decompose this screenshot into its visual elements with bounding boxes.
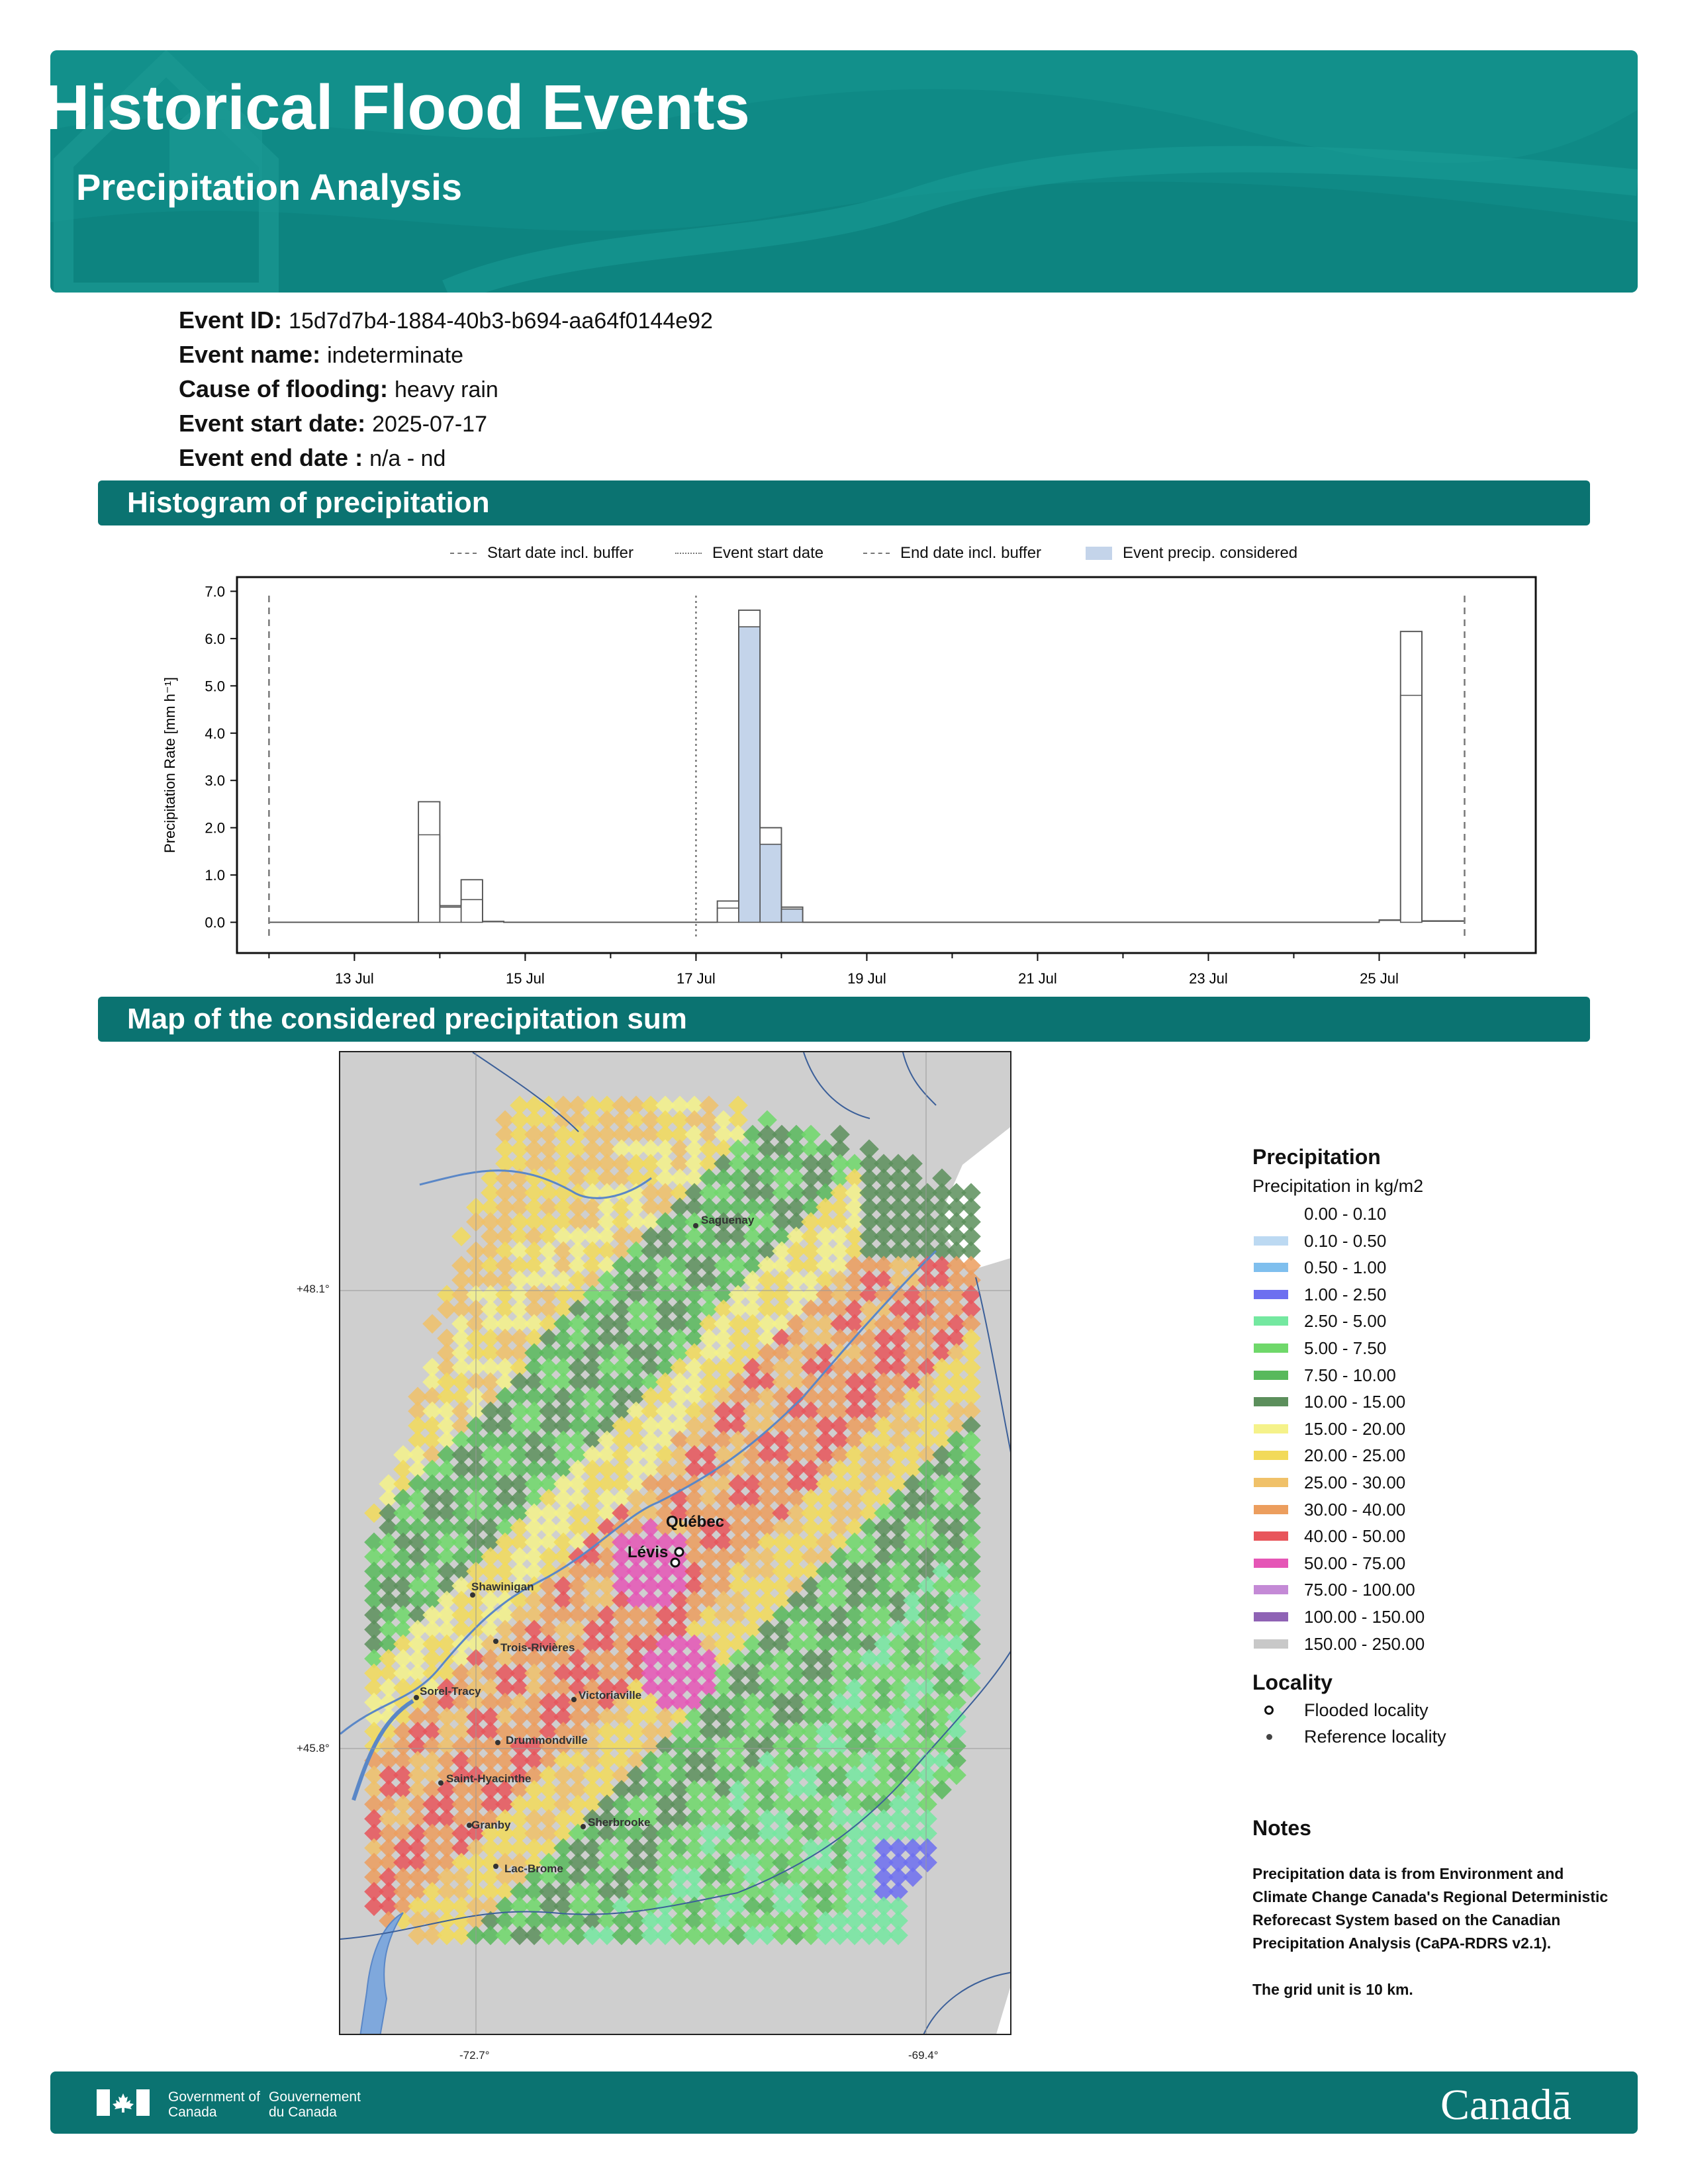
fill-swatch — [1086, 547, 1112, 560]
end-date-value: n/a - nd — [369, 446, 446, 471]
event-name-label: Event name: — [179, 341, 321, 368]
city-shawinigan: Shawinigan — [471, 1580, 534, 1593]
precip-class-row — [1252, 1550, 1623, 1577]
precip-class-row — [1252, 1469, 1623, 1496]
precip-class-row — [1252, 1523, 1623, 1550]
precip-class-row — [1252, 1201, 1623, 1228]
precip-class-label: 50.00 - 75.00 — [1304, 1553, 1406, 1573]
notes-grid-unit: The grid unit is 10 km. — [1252, 1981, 1413, 1998]
lon-label-west: -72.7° — [459, 2049, 490, 2062]
notes-body — [1252, 1862, 1610, 2001]
y-tick-label: 5.0 — [205, 678, 225, 695]
city-sorel-tracy: Sorel-Tracy — [420, 1685, 481, 1698]
precip-class-label: 10.00 - 15.00 — [1304, 1392, 1406, 1412]
city-saguenay: Saguenay — [701, 1214, 755, 1226]
gov-en-label: Government of Canada — [168, 2089, 260, 2120]
page-title: Historical Flood Events — [44, 72, 750, 143]
event-name-row — [179, 338, 1370, 372]
y-tick-label: 1.0 — [205, 867, 225, 884]
precip-class-row — [1252, 1576, 1623, 1604]
precip-class-row — [1252, 1335, 1623, 1362]
precip-class-row — [1252, 1308, 1623, 1335]
event-precip-bar — [760, 844, 781, 923]
start-date-row — [179, 406, 1370, 441]
precip-class-row — [1252, 1254, 1623, 1281]
flooded-locality-label: Flooded locality — [1304, 1700, 1429, 1721]
precip-class-swatch — [1254, 1316, 1288, 1326]
reference-locality-marker — [493, 1639, 498, 1644]
event-id-value: 15d7d7b4-1884-40b3-b694-aa64f0144e92 — [289, 308, 713, 334]
cause-row — [179, 372, 1370, 406]
flooded-marker-icon — [1264, 1706, 1274, 1715]
city-lac-brome: Lac-Brome — [504, 1862, 563, 1875]
locality-legend-title: Locality — [1252, 1670, 1333, 1695]
precip-class-swatch — [1254, 1343, 1288, 1353]
precip-class-row — [1252, 1228, 1623, 1255]
legend-event-start-label: Event start date — [712, 544, 824, 562]
x-tick-label: 13 Jul — [335, 970, 374, 987]
city-levis: Lévis — [628, 1543, 669, 1561]
precip-class-row — [1252, 1631, 1623, 1658]
legend-end-buffer-label: End date incl. buffer — [900, 544, 1042, 562]
page-subtitle: Precipitation Analysis — [76, 166, 462, 208]
histogram-section-title: Histogram of precipitation — [98, 480, 1590, 525]
city-granby: Granby — [471, 1819, 511, 1831]
x-tick-label: 21 Jul — [1018, 970, 1057, 987]
plot-area — [237, 577, 1536, 953]
city-saint-hyacinthe: Saint-Hyacinthe — [446, 1772, 532, 1785]
precip-class-label: 5.00 - 7.50 — [1304, 1338, 1387, 1358]
precip-class-label: 25.00 - 30.00 — [1304, 1472, 1406, 1492]
legend-event-precip-label: Event precip. considered — [1123, 544, 1298, 562]
dashed-line-swatch — [450, 553, 477, 554]
precip-class-label: 40.00 - 50.00 — [1304, 1526, 1406, 1547]
precip-class-label: 15.00 - 20.00 — [1304, 1418, 1406, 1439]
reference-locality-marker — [581, 1824, 586, 1829]
precip-legend-title: Precipitation — [1252, 1145, 1381, 1169]
reference-locality-label: Reference locality — [1304, 1727, 1446, 1747]
precip-class-label: 7.50 - 10.00 — [1304, 1365, 1396, 1385]
precip-class-swatch — [1254, 1585, 1288, 1594]
y-tick-label: 6.0 — [205, 630, 225, 647]
reference-locality-marker — [414, 1695, 419, 1700]
y-tick-label: 3.0 — [205, 772, 225, 790]
event-precip-bar — [781, 909, 802, 923]
event-info — [179, 303, 1370, 475]
precip-class-label: 75.00 - 100.00 — [1304, 1580, 1415, 1600]
precip-class-label: 150.00 - 250.00 — [1304, 1633, 1425, 1654]
y-tick-label: 7.0 — [205, 583, 225, 600]
y-tick-label: 2.0 — [205, 819, 225, 837]
precip-class-list — [1252, 1201, 1623, 1657]
precip-class-swatch — [1254, 1531, 1288, 1541]
end-date-row — [179, 441, 1370, 475]
canada-wordmark: Canadā — [1440, 2081, 1571, 2129]
reference-locality-marker — [571, 1697, 577, 1702]
precip-class-swatch — [1254, 1424, 1288, 1433]
precipitation-map-graphic — [340, 1052, 1011, 2035]
precip-class-swatch — [1254, 1478, 1288, 1487]
precip-class-label: 100.00 - 150.00 — [1304, 1606, 1425, 1627]
lon-label-east: -69.4° — [908, 2049, 939, 2062]
precip-class-swatch — [1254, 1236, 1288, 1246]
y-tick-label: 4.0 — [205, 725, 225, 742]
x-tick-label: 15 Jul — [506, 970, 545, 987]
reference-marker-icon — [1266, 1734, 1272, 1740]
y-axis-label: Precipitation Rate [mm h⁻¹] — [162, 677, 178, 853]
reference-locality-marker — [693, 1223, 698, 1228]
gov-fr-label: Gouvernement du Canada — [269, 2089, 361, 2120]
precip-class-row — [1252, 1496, 1623, 1524]
city-quebec: Québec — [666, 1513, 725, 1531]
precip-class-label: 0.10 - 0.50 — [1304, 1230, 1387, 1251]
x-tick-label: 19 Jul — [847, 970, 886, 987]
event-id-row — [179, 303, 1370, 338]
precip-class-row — [1252, 1442, 1623, 1469]
precip-class-row — [1252, 1416, 1623, 1443]
notes-title: Notes — [1252, 1816, 1311, 1840]
end-date-label: Event end date : — [179, 444, 363, 471]
precip-class-swatch — [1254, 1451, 1288, 1460]
precip-class-swatch — [1254, 1639, 1288, 1649]
precip-class-swatch — [1254, 1397, 1288, 1406]
event-name-value: indeterminate — [327, 343, 464, 368]
dashed-line-swatch — [863, 553, 890, 554]
flooded-locality-marker — [671, 1559, 679, 1567]
precip-class-swatch — [1254, 1263, 1288, 1272]
precip-class-swatch — [1254, 1290, 1288, 1299]
cause-label: Cause of flooding: — [179, 375, 388, 402]
start-date-value: 2025-07-17 — [372, 412, 487, 437]
precip-legend-subtitle: Precipitation in kg/m2 — [1252, 1176, 1424, 1196]
event-precip-bar — [739, 627, 760, 923]
cause-value: heavy rain — [394, 377, 498, 402]
precip-class-label: 30.00 - 40.00 — [1304, 1499, 1406, 1520]
precip-class-label: 1.00 - 2.50 — [1304, 1284, 1387, 1304]
x-tick-label: 25 Jul — [1360, 970, 1399, 987]
city-trois-rivieres: Trois-Rivières — [500, 1641, 575, 1654]
precip-class-row — [1252, 1362, 1623, 1389]
precip-class-swatch — [1254, 1505, 1288, 1514]
precip-class-label: 0.00 - 0.10 — [1304, 1204, 1387, 1224]
legend-start-buffer-label: Start date incl. buffer — [487, 544, 634, 562]
city-sherbrooke: Sherbrooke — [588, 1816, 651, 1829]
precip-class-swatch — [1254, 1371, 1288, 1380]
lat-label-north: +48.1° — [297, 1283, 330, 1295]
reference-locality-marker — [495, 1740, 500, 1745]
x-tick-label: 23 Jul — [1189, 970, 1228, 987]
y-tick-label: 0.0 — [205, 914, 225, 931]
flooded-locality-marker — [675, 1548, 683, 1556]
map-section-title: Map of the considered precipitation sum — [98, 997, 1590, 1042]
city-victoriaville: Victoriaville — [579, 1689, 642, 1702]
dotted-line-swatch — [675, 553, 702, 554]
precip-class-swatch — [1254, 1612, 1288, 1621]
event-id-label: Event ID: — [179, 306, 283, 334]
precip-class-row — [1252, 1604, 1623, 1631]
legend-flooded-locality — [1252, 1697, 1623, 1723]
reference-locality-marker — [438, 1780, 444, 1786]
precipitation-histogram — [152, 570, 1562, 994]
map-legend — [1252, 1142, 1623, 1750]
precip-class-row — [1252, 1281, 1623, 1308]
precipitation-map — [339, 1051, 1011, 2035]
legend-reference-locality — [1252, 1723, 1623, 1750]
precip-class-swatch — [1254, 1209, 1288, 1218]
precip-class-row — [1252, 1388, 1623, 1416]
x-tick-label: 17 Jul — [677, 970, 716, 987]
precip-class-label: 0.50 - 1.00 — [1304, 1257, 1387, 1278]
notes-data-source: Precipitation data is from Environment and Climate Change Canada's Regional Deterministic Reforecast System based on the Canadian Precipitation Analysis (CaPA-RDRS v2.1). — [1252, 1865, 1609, 1952]
precip-class-label: 20.00 - 25.00 — [1304, 1445, 1406, 1466]
reference-locality-marker — [493, 1864, 498, 1869]
start-date-label: Event start date: — [179, 410, 366, 437]
precip-class-swatch — [1254, 1559, 1288, 1568]
city-drummondville: Drummondville — [506, 1734, 588, 1747]
precip-class-label: 2.50 - 5.00 — [1304, 1311, 1387, 1332]
lat-label-south: +45.8° — [297, 1742, 330, 1754]
canada-flag-icon — [97, 2089, 150, 2116]
